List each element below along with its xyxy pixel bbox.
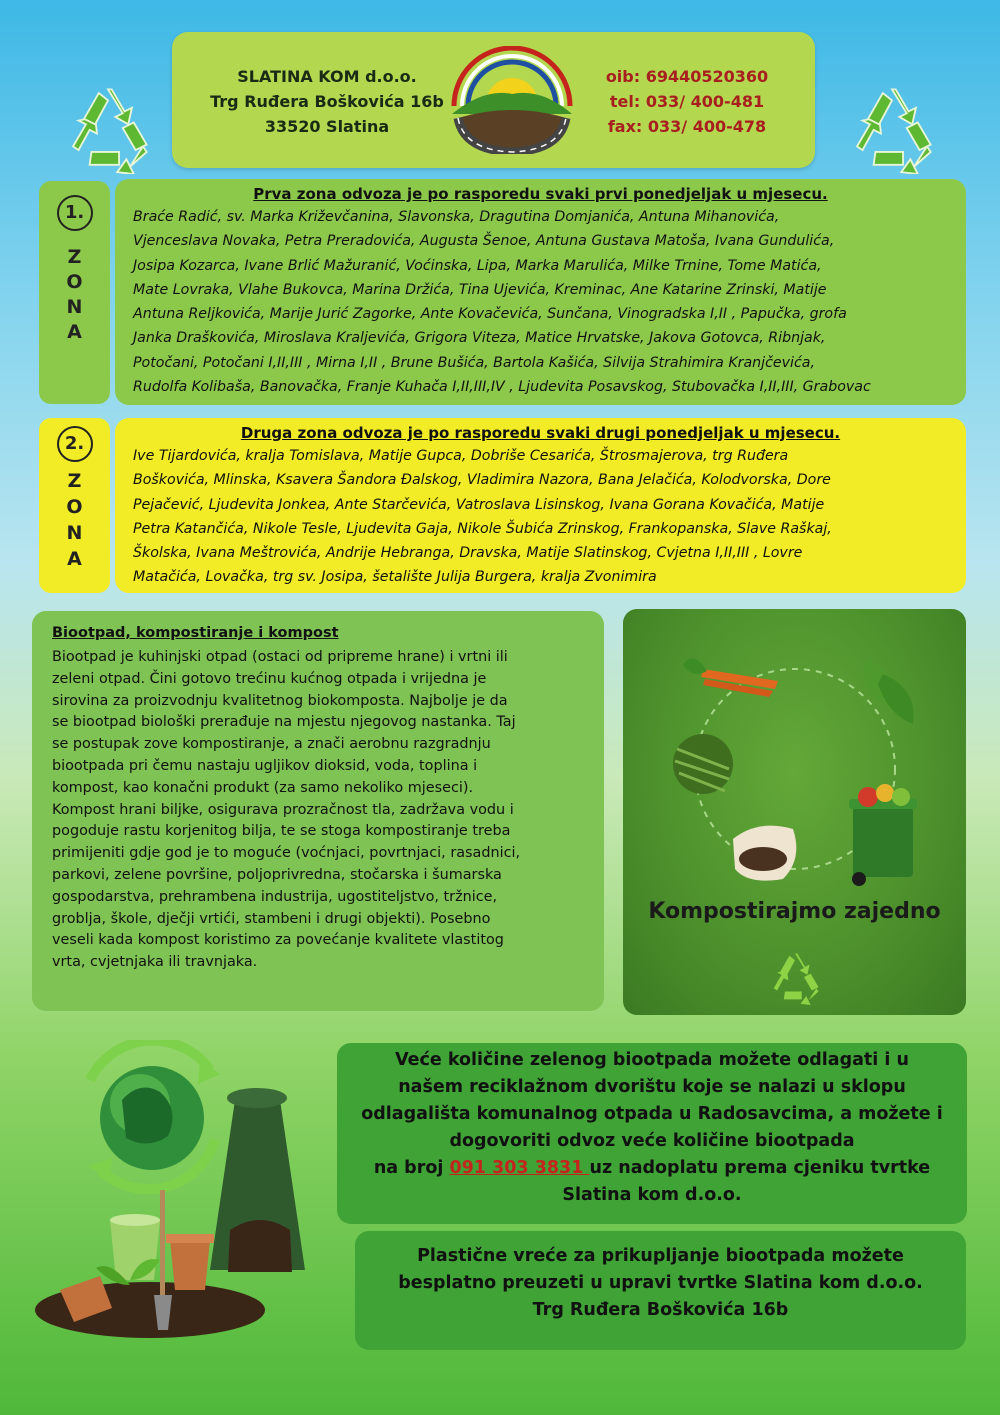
compost-bin-icon: [210, 1088, 305, 1272]
company-contacts: [567, 64, 807, 139]
text-line: pogoduje rastu korjenitog bilja, te se stoga kompostiranje treba: [52, 823, 511, 840]
zone1-letter: A: [67, 321, 82, 343]
info1-line: našem reciklažnom dvorištu koje se nalazi u sklopu: [398, 1077, 906, 1097]
zone2-number: 2.: [57, 426, 93, 462]
company-logo: [444, 46, 580, 154]
street-line: Antuna Reljkovića, Marije Jurić Zagorke, Ante Kovačevića, Sunčana, Vinogradska I,II , Papučka, grofa: [133, 306, 847, 323]
info2-line: Trg Ruđera Boškovića 16b: [532, 1300, 789, 1320]
zone1-letters: [39, 245, 110, 345]
zone2-letter: N: [66, 522, 83, 544]
biootpad-title: Biootpad, kompostiranje i kompost: [52, 625, 339, 641]
text-line: Kompost hrani biljke, osigurava prozračnost tla, zadržava vodu i: [52, 801, 514, 818]
text-line: parkovi, zelene površine, poljoprivredna, stočarska i šumarska: [52, 866, 502, 883]
zone1-box: [115, 179, 966, 405]
zone1-letter: N: [66, 296, 83, 318]
text-line: vrta, cvjetnjaka ili travnjaka.: [52, 954, 258, 971]
info2-line: besplatno preuzeti u upravi tvrtke Slatina kom d.o.o.: [398, 1273, 923, 1293]
header-card: [172, 32, 815, 168]
kompost-panel: [623, 609, 966, 1015]
zone1-letter: O: [66, 271, 83, 293]
zone1-number: 1.: [57, 195, 93, 231]
info1-line: Veće količine zelenog biootpada možete odlagati i u: [395, 1050, 909, 1070]
text-line: groblja, škole, dječji vrtići, stambeni i drugi objekti). Posebno: [52, 910, 491, 927]
text-line: zeleni otpad. Čini gotovo trećinu kućnog otpada i vrijedna je: [52, 670, 487, 687]
compost-bag-icon: [733, 826, 796, 881]
biootpad-section: [32, 611, 604, 1011]
street-line: Petra Katančića, Nikole Tesle, Ljudevita Gaja, Nikole Šubića Zrinskog, Frankopanska, Slave Raškaj,: [133, 520, 832, 537]
company-fax: fax: 033/ 400-478: [607, 117, 767, 136]
zone2-letter: Z: [67, 470, 82, 492]
street-line: Rudolfa Kolibaša, Banovačka, Franje Kuhača I,II,III,IV , Ljudevita Posavskog, Stubovačka I,II,III, Grabovac: [133, 379, 871, 396]
recycle-icon-right: [846, 82, 938, 174]
street-line: Boškovića, Mlinska, Ksavera Šandora Đalskog, Vladimira Nazora, Bana Jelačića, Kolodvorska, Dore: [133, 472, 831, 489]
text-line: veseli kada kompost koristimo za povećanje kvalitete vlastitog: [52, 932, 504, 949]
street-line: Ive Tijardovića, kralja Tomislava, Matije Gupca, Dobriše Cesarića, Štrosmajerova, trg Ruđera: [133, 448, 789, 464]
zone2-title: Druga zona odvoza je po rasporedu svaki drugi ponedjeljak u mjesecu.: [240, 424, 841, 442]
company-oib: oib: 69440520360: [605, 67, 769, 86]
text-line: sirovina za proizvodnju kvalitetnog biokomposta. Najbolje je da: [52, 692, 508, 709]
text-line: gospodarstva, prehrambena industrija, ugostiteljstvo, tržnice,: [52, 888, 498, 905]
street-line: Braće Radić, sv. Marka Križevčanina, Slavonska, Dragutina Domjanića, Antuna Mihanovića,: [133, 209, 780, 225]
info2-line: Plastične vreće za prikupljanje biootpada možete: [417, 1246, 904, 1266]
address-city: 33520 Slatina: [264, 117, 390, 136]
company-address: [202, 64, 452, 139]
street-line: Janka Draškovića, Miroslava Kraljevića, Grigora Viteza, Matice Hrvatske, Jakova Gotovca, Ribnjak,: [133, 330, 826, 347]
zone1-letter: Z: [67, 246, 82, 268]
zone2-letter: O: [66, 496, 83, 518]
leaves-icon: [863, 659, 914, 724]
compost-cycle-illustration: [663, 629, 926, 899]
zone2-letters: [39, 468, 110, 572]
street-line: Josipa Kozarca, Ivane Brlić Mažuranić, Voćinska, Lipa, Marka Marulića, Milke Trnine, Tome Matića,: [133, 257, 822, 274]
info1-text: uz nadoplatu prema cjeniku tvrtke: [589, 1158, 931, 1178]
company-tel: tel: 033/ 400-481: [609, 92, 765, 111]
carrot-icon: [683, 658, 778, 697]
zone2-letter: A: [67, 548, 82, 570]
text-line: kompost, kao konačni produkt (za samo nekoliko mjeseci).: [52, 779, 474, 796]
text-line: se biootpad biološki prerađuje na mjestu njegovog nastanka. Taj: [52, 714, 516, 731]
text-line: Biootpad je kuhinjski otpad (ostaci od pripreme hrane) i vrtni ili: [52, 649, 508, 665]
bucket-icon: [110, 1214, 160, 1280]
street-line: Školska, Ivana Meštrovića, Andrije Hebranga, Dravska, Matije Slatinskog, Cvjetna I,II,III , Lovre: [133, 545, 803, 562]
street-line: Vjenceslava Novaka, Petra Preradovića, Augusta Šenoe, Antuna Gustava Matoša, Ivana Gundulića,: [133, 233, 835, 250]
globe-icon: [88, 1041, 220, 1190]
recycle-icon-left: [62, 82, 154, 174]
biootpad-text: [52, 647, 592, 974]
zone1-title: Prva zona odvoza je po rasporedu svaki prvi ponedjeljak u mjesecu.: [253, 185, 828, 203]
street-line: Potočani, Potočani I,II,III , Mirna I,II , Brune Bušića, Bartola Kašića, Silvija Strahimira Kranjčevića,: [133, 354, 815, 371]
info1-line: dogovoriti odvoz veće količine biootpada: [449, 1131, 855, 1151]
street-line: Matačića, Lovačka, trg sv. Josipa, šetalište Julija Burgera, kralja Zvonimira: [133, 569, 657, 586]
compost-illustration: [30, 1040, 335, 1360]
address-street: Trg Ruđera Boškovića 16b: [210, 92, 444, 111]
zone1-streets: [115, 203, 966, 399]
zone2-streets: [115, 442, 966, 590]
text-line: biootpada pri čemu nastaju ugljikov dioksid, voda, toplina i: [52, 757, 478, 774]
info-box-green-waste: [337, 1043, 967, 1224]
info1-text: na broj: [373, 1158, 450, 1178]
text-line: primijeniti gdje god je to moguće (voćnjaci, povrtnjaci, rasadnici,: [52, 845, 521, 862]
street-line: Mate Lovraka, Vlahe Bukovca, Marina Držića, Tina Ujevića, Kreminac, Ane Katarine Zrinski, Matije: [133, 281, 827, 298]
text-line: se postupak zove kompostiranje, a znači aerobnu razgradnju: [52, 736, 491, 753]
zone1-label: [39, 181, 110, 404]
compost-bin-icon: [849, 784, 917, 886]
phone-number[interactable]: 091 303 3831: [449, 1158, 590, 1178]
info1-phone-line: [337, 1155, 967, 1182]
company-name: SLATINA KOM d.o.o.: [237, 67, 417, 86]
kompost-title: Kompostirajmo zajedno: [648, 899, 941, 924]
info1-line: odlagališta komunalnog otpada u Radosavcima, a možete i: [361, 1104, 943, 1124]
zone2-box: [115, 418, 966, 593]
zone2-label: [39, 418, 110, 593]
recycle-icon-small: [765, 949, 825, 1005]
info-box-plastic-bags: [355, 1231, 966, 1350]
info1-line: Slatina kom d.o.o.: [562, 1185, 742, 1205]
street-line: Pejačević, Ljudevita Jonkea, Ante Starčevića, Vatroslava Lisinskog, Ivana Gorana Kovačića, Matije: [133, 496, 825, 513]
